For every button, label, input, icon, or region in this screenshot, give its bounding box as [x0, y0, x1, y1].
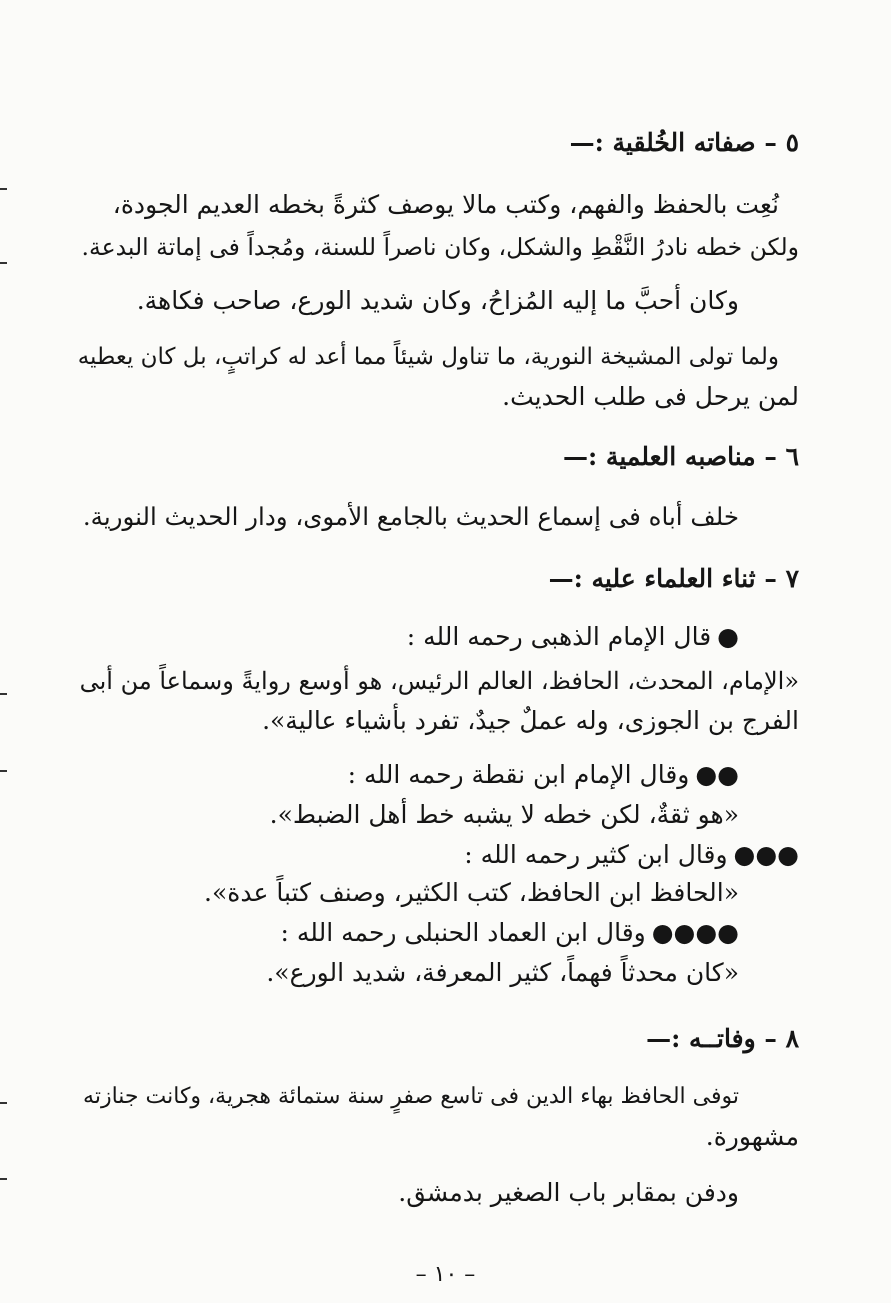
quote-3-intro	[464, 838, 799, 872]
scan-edge-mark	[0, 188, 7, 190]
bullet-icon: ●	[717, 622, 739, 651]
section-7-heading: ٧ – ثناء العلماء عليه :—	[548, 564, 799, 593]
quote-1-line2: الفرج بن الجوزى، وله عملٌ جيدٌ، تفرد بأشياء عالية».	[262, 706, 799, 735]
bullet-icon: ●●●	[733, 840, 799, 869]
quote-2-line1: «هو ثقةٌ، لكن خطه لا يشبه خط أهل الضبط».	[269, 800, 739, 829]
quote-2-intro-text: وقال الإمام ابن نقطة رحمه الله :	[347, 760, 690, 789]
bullet-icon: ●●	[695, 760, 739, 789]
section-5-para1-line2: ولكن خطه نادرُ النَّقْطِ والشكل، وكان ناصراً للسنة، ومُجداً فى إماتة البدعة.	[81, 233, 799, 261]
scan-edge-mark	[0, 1102, 7, 1104]
quote-4-intro	[281, 916, 739, 950]
quote-4-intro-text: وقال ابن العماد الحنبلى رحمه الله :	[280, 918, 646, 947]
section-8-para1-line2: مشهورة.	[705, 1122, 799, 1151]
quote-3-line1: «الحافظ ابن الحافظ، كتب الكثير، وصنف كتباً عدة».	[204, 878, 739, 907]
section-5-para3-line2: لمن يرحل فى طلب الحديث.	[502, 382, 799, 411]
quote-4-line1: «كان محدثاً فهماً، كثير المعرفة، شديد الورع».	[266, 958, 739, 987]
quote-1-line1: «الإمام، المحدث، الحافظ، العالم الرئيس، هو أوسع روايةً وسماعاً من أبى	[79, 667, 799, 695]
section-5-para1-line1: نُعِت بالحفظ والفهم، وكتب مالا يوصف كثرةً بخطه العديم الجودة،	[112, 190, 779, 219]
scan-edge-mark	[0, 262, 7, 264]
quote-1-intro	[407, 620, 739, 654]
section-8-heading: ٨ – وفاتــه :—	[646, 1024, 799, 1053]
bullet-icon: ●●●●	[651, 918, 739, 947]
section-5-para2: وكان أحبَّ ما إليه المُزاحُ، وكان شديد الورع، صاحب فكاهة.	[136, 286, 739, 315]
section-8-para1-line1: توفى الحافظ بهاء الدين فى تاسع صفرٍ سنة ستمائة هجرية، وكانت جنازته	[83, 1084, 739, 1109]
section-6-para1: خلف أباه فى إسماع الحديث بالجامع الأموى، ودار الحديث النورية.	[82, 502, 739, 531]
scan-edge-mark	[0, 693, 7, 695]
section-6-heading: ٦ – مناصبه العلمية :—	[562, 442, 799, 471]
section-5-heading: ٥ – صفاته الخُلقية :—	[569, 128, 799, 157]
quote-1-intro-text: قال الإمام الذهبى رحمه الله :	[406, 622, 712, 651]
quote-3-intro-text: وقال ابن كثير رحمه الله :	[464, 840, 728, 869]
quote-2-intro	[348, 758, 739, 792]
scan-edge-mark	[0, 1178, 7, 1180]
section-8-para2: ودفن بمقابر باب الصغير بدمشق.	[398, 1178, 739, 1207]
page-number: – ١٠ –	[415, 1262, 476, 1287]
scan-edge-mark	[0, 770, 7, 772]
section-5-para3-line1: ولما تولى المشيخة النورية، ما تناول شيئاً مما أعد له كراتبٍ، بل كان يعطيه	[77, 344, 779, 370]
